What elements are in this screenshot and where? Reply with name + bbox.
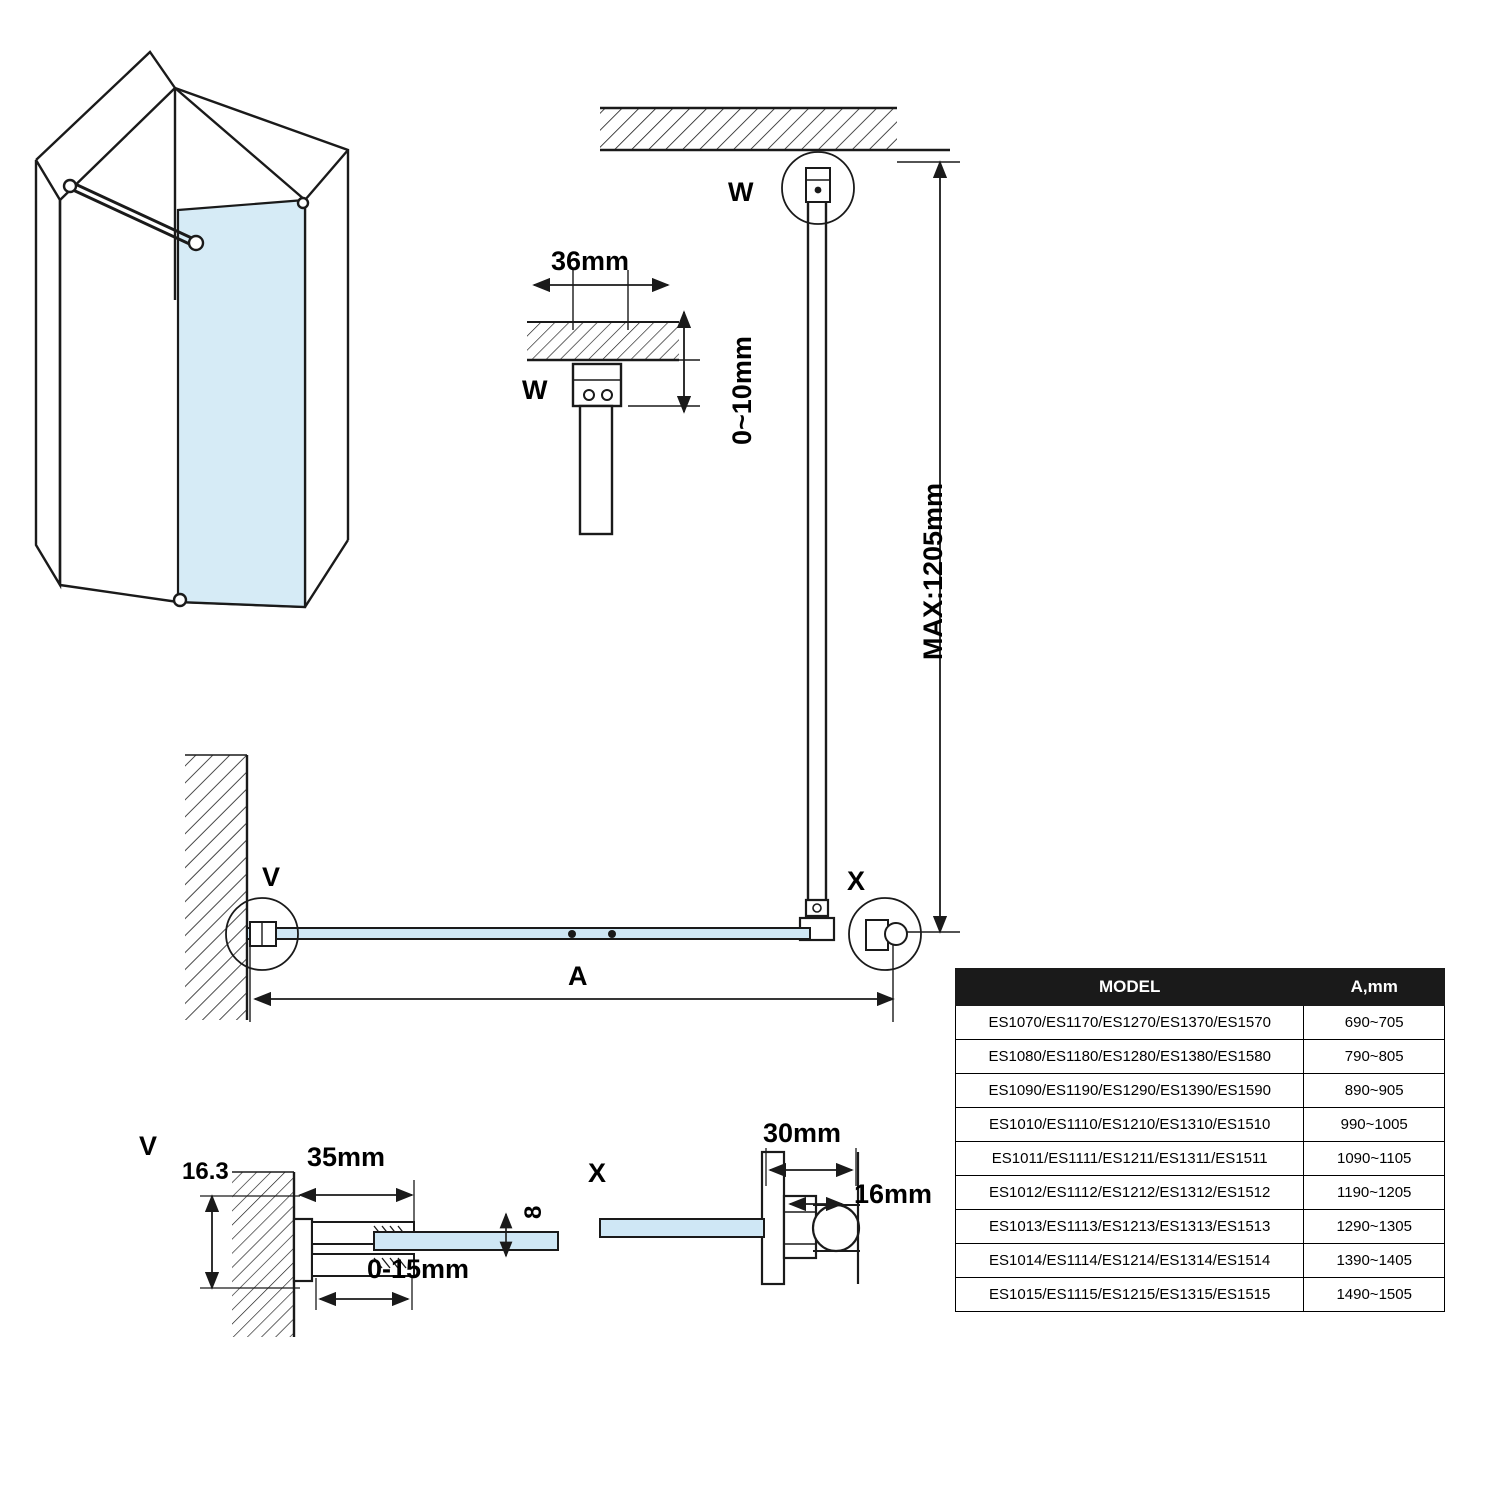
cell-model: ES1010/ES1110/ES1210/ES1310/ES1510: [956, 1108, 1304, 1142]
dim-max-height: MAX:1205mm: [918, 482, 948, 660]
header-a-mm: A,mm: [1304, 969, 1445, 1006]
table-row: [956, 1176, 1445, 1210]
cell-a-mm: 890~905: [1304, 1074, 1445, 1108]
cell-a-mm: 1490~1505: [1304, 1278, 1445, 1312]
label-v-detail: V: [139, 1131, 158, 1161]
label-w-top: W: [728, 177, 754, 207]
table-row: [956, 1244, 1445, 1278]
dim-30mm: 30mm: [763, 1118, 842, 1148]
cell-a-mm: 990~1005: [1304, 1108, 1445, 1142]
cell-a-mm: 1290~1305: [1304, 1210, 1445, 1244]
table-row: [956, 1278, 1445, 1312]
table-row: [956, 1006, 1445, 1040]
cell-model: ES1070/ES1170/ES1270/ES1370/ES1570: [956, 1006, 1304, 1040]
header-model: MODEL: [956, 969, 1304, 1006]
model-spec-table: [955, 968, 1445, 1312]
cell-a-mm: 1190~1205: [1304, 1176, 1445, 1210]
cell-a-mm: 1390~1405: [1304, 1244, 1445, 1278]
cell-model: ES1080/ES1180/ES1280/ES1380/ES1580: [956, 1040, 1304, 1074]
table-row: [956, 1040, 1445, 1074]
cell-model: ES1014/ES1114/ES1214/ES1314/ES1514: [956, 1244, 1304, 1278]
cell-a-mm: 790~805: [1304, 1040, 1445, 1074]
label-v-plan: V: [262, 862, 281, 892]
dim-35mm: 35mm: [307, 1142, 386, 1172]
dim-0-10mm: 0~10mm: [727, 336, 757, 445]
cell-model: ES1011/ES1111/ES1211/ES1311/ES1511: [956, 1142, 1304, 1176]
dim-16-3: 16.3: [182, 1158, 229, 1185]
table-row: [956, 1210, 1445, 1244]
elevation-view: [600, 108, 960, 940]
label-w-detail: W: [522, 375, 548, 405]
cell-a-mm: 690~705: [1304, 1006, 1445, 1040]
table-row: [956, 1074, 1445, 1108]
cell-model: ES1015/ES1115/ES1215/ES1315/ES1515: [956, 1278, 1304, 1312]
x-detail-view: [600, 1148, 860, 1284]
table-row: [956, 1108, 1445, 1142]
table-row: [956, 1142, 1445, 1176]
dim-glass-thickness: 8: [520, 1205, 547, 1219]
dim-36mm: 36mm: [551, 246, 630, 276]
cell-a-mm: 1090~1105: [1304, 1142, 1445, 1176]
cell-model: ES1090/ES1190/ES1290/ES1390/ES1590: [956, 1074, 1304, 1108]
dim-a: A: [568, 961, 588, 991]
table-header-row: [956, 969, 1445, 1006]
label-x-detail: X: [588, 1158, 607, 1188]
plan-view: [185, 755, 921, 1022]
cell-model: ES1013/ES1113/ES1213/ES1313/ES1513: [956, 1210, 1304, 1244]
label-x-plan: X: [847, 866, 866, 896]
w-detail-view: [527, 270, 700, 534]
cell-model: ES1012/ES1112/ES1212/ES1312/ES1512: [956, 1176, 1304, 1210]
dim-16mm: 16mm: [854, 1179, 933, 1209]
dim-0-15mm: 0-15mm: [367, 1254, 470, 1284]
isometric-view: [36, 52, 348, 607]
